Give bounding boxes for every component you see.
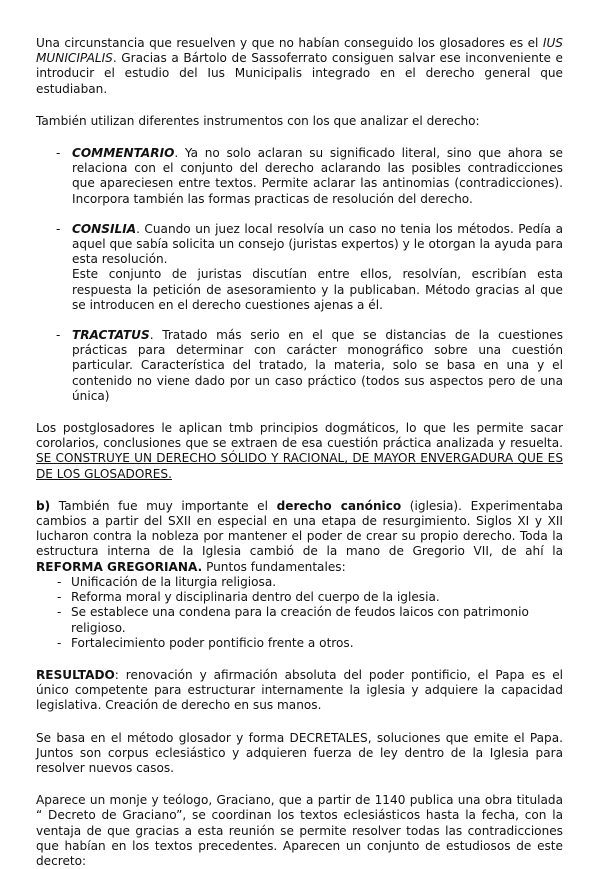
paragraph-decretales: Se basa en el método glosador y forma DECRETALES, soluciones que emite el Papa. Juntos son corpus eclesiástico y adquieren fuerza de ley dentro de la Iglesia para resolver nuevos casos.: [36, 730, 563, 775]
reform-points-list: [36, 575, 563, 651]
list-item: - Se establece una condena para la creación de feudos laicos con patrimonio religioso.: [57, 605, 529, 635]
paragraph-text: Una circunstancia que resuelven y que no habían conseguido los glosadores es el: [36, 36, 543, 50]
dash-bullet: -: [56, 221, 61, 236]
list-item-commentario: [36, 146, 563, 207]
paragraph-text: . Gracias a Bártolo de Sassoferrato consiguen salvar ese inconveniente e introducir el estudio del Ius Municipalis integrado en el derecho general que estudiaban.: [36, 51, 563, 96]
list-item: - Unificación de la liturgia religiosa.: [57, 574, 277, 589]
underlined-conclusion: SE CONSTRUYE UN DERECHO SÓLIDO Y RACIONAL, DE MAYOR ENVERGADURA QUE ES DE LOS GLOSADORES.: [36, 451, 563, 481]
derecho-canonico-term: derecho canónico: [276, 498, 402, 513]
term-commentario: COMMENTARIO: [72, 146, 175, 161]
dash-bullet: -: [56, 146, 61, 161]
paragraph-text: Los postglosadores le aplican tmb principios dogmáticos, lo que les permite sacar corolarios, conclusiones que se extraen de esa cuestión práctica analizada y resuelta.: [36, 421, 563, 451]
document-page: [36, 36, 563, 869]
dash-bullet: -: [57, 590, 62, 605]
list-item-text-continued: Este conjunto de juristas discutían entre ellos, resolvían, escribían esta respuesta la petición de asesoramiento y la publicaban. Método gracias al que se introducen en el derecho cuestiones ajenas a él.: [72, 267, 563, 312]
section-label: b): [36, 498, 51, 513]
list-item-text: . Ya no solo aclaran su significado literal, sino que ahora se relaciona con el conjunto del derecho aclarando las posibles contradicciones que apareciesen entre textos. Permite aclarar las antinomias (contradicciones). Incorpora también las formas practicas de resolución del derecho.: [72, 146, 563, 206]
list-item-text: . Tratado más serio en el que se distancias de la cuestiones prácticas para determinar con carácter monográfico sobre una cuestión particular. Característica del tratado, la materia, solo se basa en una y el contenido no viene dado por un caso práctico (todos sus aspectos pero de una única): [72, 328, 563, 403]
list-item: - Reforma moral y disciplinaria dentro del cuerpo de la iglesia.: [57, 590, 440, 605]
resultado-label: RESULTADO: [36, 667, 115, 682]
instruments-list: [36, 146, 563, 404]
term-consilia: CONSILIA: [72, 221, 137, 236]
dash-bullet: -: [57, 605, 62, 620]
term-tractatus: TRACTATUS: [72, 328, 150, 343]
paragraph-postglosadores: [36, 421, 563, 482]
paragraph-graciano: Aparece un monje y teólogo, Graciano, que a partir de 1140 publica una obra titulada “ Decreto de Graciano”, se coordinan los textos eclesiásticos hasta la fecha, con la ventaja de que gracias a esta reunión se permite resolver todas las contradicciones que habían en los textos precedentes. Aparecen un conjunto de estudiosos de este decreto:: [36, 793, 563, 868]
dash-bullet: -: [57, 635, 62, 650]
paragraph-text: También fue muy importante el: [50, 498, 277, 513]
reforma-gregoriana-term: REFORMA GREGORIANA.: [36, 559, 203, 574]
paragraph-instruments-intro: También utilizan diferentes instrumentos con los que analizar el derecho:: [36, 113, 480, 128]
dash-bullet: -: [56, 328, 61, 343]
list-item-text: . Cuando un juez local resolvía un caso no tenia los métodos. Pedía a aquel que sabía solicita un consejo (juristas expertos) y le otorgan la ayuda para esta resolución.: [72, 221, 563, 267]
paragraph-resultado: [36, 668, 563, 714]
list-item-tractatus: [36, 328, 563, 404]
list-item: - Fortalecimiento poder pontificio frente a otros.: [57, 635, 354, 650]
paragraph-derecho-canonico: [36, 499, 563, 575]
dash-bullet: -: [57, 574, 62, 589]
paragraph-text: Puntos fundamentales:: [202, 559, 346, 574]
paragraph-ius-municipalis: [36, 36, 563, 97]
paragraph-text: : renovación y afirmación absoluta del poder pontificio, el Papa es el único competente para estructurar internamente la iglesia y adquiere la capacidad legislativa. Creación de derecho en sus manos.: [36, 667, 563, 713]
ius-municipalis-term: IUS MUNICIPALIS: [36, 36, 563, 66]
paragraph-text: (iglesia). Experimentaba cambios a partir del SXII en especial en una etapa de resurgimiento. Siglos XI y XII lucharon contra la nobleza por mantener el poder de crear su propio derecho. Toda la estructura interna de la Iglesia cambió de la mano de Gregorio VII, de ahí la: [36, 498, 563, 559]
list-item-consilia: [36, 222, 563, 313]
